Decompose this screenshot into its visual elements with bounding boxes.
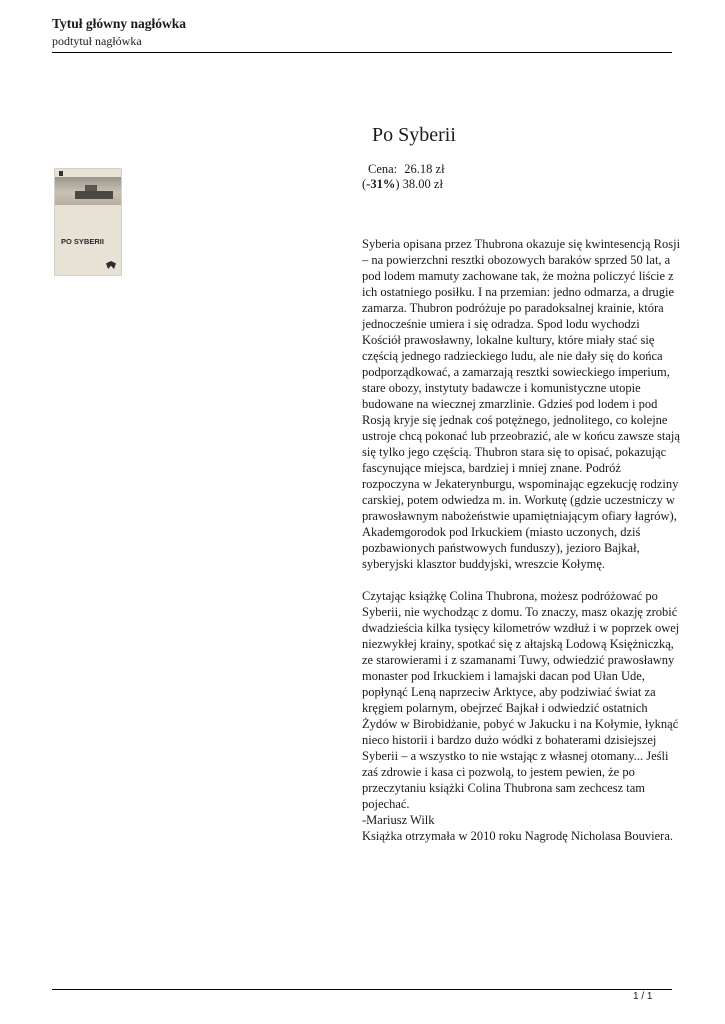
description-line: podporządkować, a zamarzają resztki sowieckiego imperium, [362,365,670,379]
footer-divider [52,989,672,990]
description-line: jednocześnie umiera i się odradza. Spod lodu wychodzi [362,317,640,331]
description-line: zamarza. Thubron podróżuje po paradoksalnej krainie, która [362,301,664,315]
header-divider [52,52,672,53]
description-paragraph-1 [362,236,681,572]
description-line: ustroje chcą pokonać lub przeobrazić, ale w końcu zawsze stają [362,429,680,443]
description-line: się tylko jego częścią. Thubron stara się to opisać, pokazując [362,445,667,459]
header-title: Tytuł główny nagłówka [52,16,187,31]
description-line: Syberii, nie wychodząc z domu. To znaczy, masz okazję zrobić [362,605,678,619]
description-line: Rosją kryje się jednak coś potężnego, jednolitego, co kolejne [362,413,668,427]
description-line: częścią jednego radzieckiego ludu, ale nie dały się do końca [362,349,663,363]
book-description [362,236,681,844]
description-line: popłynąć Leną naprzeciw Arktyce, aby podziwiać świat za [362,685,656,699]
description-line: pozbawionych państwowych funduszy), jezioro Bajkał, [362,541,640,555]
description-line: carskiej, potem odwiedza m. in. Workutę (gdzie uczestniczy w [362,493,675,507]
description-line: Książka otrzymała w 2010 roku Nagrodę Nicholasa Bouviera. [362,829,674,843]
description-line: niezwykłej krainy, spotkać się z ałtajską Lodową Księżniczką, [362,637,674,651]
old-price: 38.00 zł [402,177,443,191]
cover-title: PO SYBERII [61,237,104,246]
description-paragraph-2 [362,588,680,844]
description-line: przeczytaniu książki Colina Thubrona sam zechcesz tam [362,781,645,795]
price-value: 26.18 zł [404,162,445,176]
description-line: pojechać. [362,797,410,811]
description-line: ich ostatniego posiłku. I na przemian: jedno odmarza, a drugie [362,285,675,299]
description-line: kręgiem polarnym, obejrzeć Bajkał i odwiedzić ostatnich [362,701,648,715]
description-line: Kościół prawosławny, lokalne kultury, które miały stać się [362,333,655,347]
bird-logo-icon [106,261,116,269]
description-line: pod lodem mamuty zachowane tak, że można policzyć liście z [362,269,674,283]
header-subtitle: podtytuł nagłówka [52,34,142,48]
description-line: Żydów w Birobidżanie, pobyć w Jakucku i na Kołymie, łyknąć [362,717,679,731]
description-line: Syberia opisana przez Thubrona okazuje się kwintesencją Rosji [362,237,681,251]
discount-close-paren: ) [395,177,400,191]
book-cover-image[interactable] [54,168,122,276]
description-line: monaster pod Irkuckiem i lamajski dacan pod Ułan Ude, [362,669,645,683]
description-line: stare obozy, instytuty badawcze i komunistyczne utopie [362,381,641,395]
price-line [368,162,445,177]
description-line: fascynujące miejsca, bardziej i mniej znane. Podróż [362,461,621,475]
description-line: Syberii – a wszystko to nie wstając z własnej otomany... Jeśli [362,749,669,763]
description-line: rozpoczyna w Jekaterynburgu, wspominając egzekucję rodziny [362,477,679,491]
discount-percent: -31% [366,177,396,191]
description-line: Akademgorodok pod Irkuckiem (miasto uczonych, dziś [362,525,641,539]
discount-open-paren: ( [362,177,367,191]
description-line: zaś zdrowie i kasa ci pozwolą, to jestem pewien, że po [362,765,635,779]
ship-hull [75,191,113,199]
description-line: prawosławnym nabożeństwie upamiętniającym ofiary łagrów), [362,509,677,523]
description-line: syberyjski klasztor buddyjski, wreszcie Kołymę. [362,557,606,571]
description-line: dwadzieścia kilka tysięcy kilometrów wzdłuż i w poprzek owej [362,621,680,635]
publisher-logo-icon [59,171,63,176]
price-label: Cena: [368,162,398,176]
description-line: Czytając książkę Colina Thubrona, możesz podróżować po [362,589,658,603]
description-line: – na powierzchni resztki obozowych baraków sprzed 50 lat, a [362,253,671,267]
book-title: Po Syberii [372,124,456,146]
discount-line [362,177,443,192]
description-line: -Mariusz Wilk [362,813,435,827]
page-number: 1 / 1 [633,991,653,1002]
description-line: budowane na wiecznej zmarzlinie. Gdzieś pod lodem i pod [362,397,658,411]
description-line: nieco historii i bardzo dużo wódki z bohaterami dzisiejszej [362,733,657,747]
description-line: ze starowierami i z szamanami Tuwy, odwiedzić prawosławny [362,653,675,667]
